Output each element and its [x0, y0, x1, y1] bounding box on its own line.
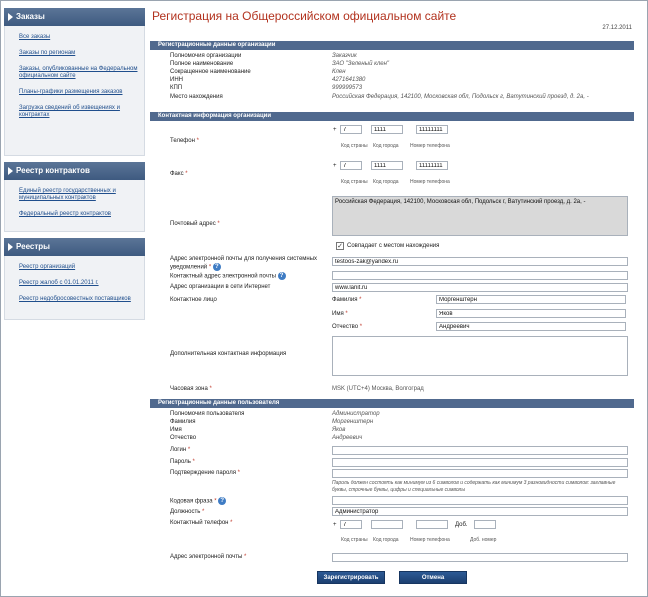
user-phone-city-input[interactable] [371, 520, 403, 529]
extra-info-textarea[interactable] [332, 336, 628, 376]
codeword-help-icon[interactable]: ? [218, 497, 226, 505]
fax-label: Факс * [170, 171, 188, 177]
user-phone-plus: + [333, 522, 337, 528]
codeword-label: Кодовая фраза * ? [170, 497, 226, 505]
phone-plus: + [333, 127, 337, 133]
user-phone-ext-input[interactable] [474, 520, 496, 529]
position-label: Должность * [170, 509, 205, 515]
login-label: Логин * [170, 447, 191, 453]
same-as-location-checkbox[interactable]: ✓ [337, 243, 343, 250]
contact-surname-label: Фамилия * [332, 297, 362, 303]
sidebar-link-all-orders[interactable]: Все заказы [19, 34, 51, 40]
sidebar-section-registries-header[interactable]: Реестры [4, 238, 145, 256]
fax-plus: + [333, 163, 337, 169]
system-email-help-icon[interactable]: ? [213, 263, 221, 271]
same-as-location-label: Совпадает с местом нахождения [347, 243, 440, 249]
org-kpp-value: 999999573 [332, 85, 363, 91]
org-kpp-label: КПП [170, 85, 183, 91]
password-rules-note: Пароль должен состоять как минимум из 6 символов и содержать как минимум 3 разновидности символов: заглавные буквы, строчные буквы, цифры и специальные символы [332, 480, 616, 493]
cancel-button[interactable]: Отмена [399, 571, 467, 584]
fax-country-caption: Код страны [341, 179, 368, 185]
phone-city-input[interactable] [371, 125, 403, 134]
user-phone-ext-caption: Доб. номер [470, 537, 497, 543]
org-inn-label: ИНН [170, 77, 183, 83]
phone-number-caption: Номер телефона [410, 143, 450, 149]
login-input[interactable] [332, 446, 628, 455]
org-location-value: Российская Федерация, 142100, Московская обл, Подольск г, Ватутинский проезд, д. 2а, - [332, 94, 589, 100]
contact-person-label: Контактное лицо [170, 297, 217, 303]
org-authority-label: Полномочия организации [170, 53, 242, 59]
sidebar-section-orders-header[interactable]: Заказы [4, 8, 145, 26]
user-phone-country-input[interactable] [340, 520, 362, 529]
page-title: Регистрация на Общероссийском официальном сайте [152, 9, 457, 23]
contact-email-help-icon[interactable]: ? [278, 272, 286, 280]
user-authority-value: Администратор [332, 411, 380, 417]
org-location-label: Место нахождения [170, 94, 223, 100]
fax-city-caption: Код города [373, 179, 399, 185]
fax-city-input[interactable] [371, 161, 403, 170]
codeword-input[interactable] [332, 496, 628, 505]
confirm-password-input[interactable] [332, 469, 628, 478]
user-phone-label: Контактный телефон * [170, 520, 233, 526]
extra-info-label: Дополнительная контактная информация [170, 351, 287, 357]
phone-city-caption: Код города [373, 143, 399, 149]
sidebar-link-federal-orders[interactable]: Заказы, опубликованные на Федеральном официальном сайте [19, 66, 138, 79]
user-phone-number-caption: Номер телефона [410, 537, 450, 543]
website-label: Адрес организации в сети Интернет [170, 284, 271, 290]
sidebar-link-org-registry[interactable]: Реестр организаций [19, 264, 76, 270]
org-short-name-label: Сокращенное наименование [170, 69, 251, 75]
org-full-name-value: ЗАО "Зеленый клен" [332, 61, 390, 67]
user-section-header: Регистрационные данные пользователя [150, 399, 634, 408]
fax-country-input[interactable] [340, 161, 362, 170]
sidebar-link-unified-contract-registry[interactable]: Единый реестр государственных и муниципальных контрактов [19, 188, 116, 201]
user-name-value: Яков [332, 427, 346, 433]
user-phone-city-caption: Код города [373, 537, 399, 543]
sidebar [4, 8, 145, 326]
user-email-label: Адрес электронной почты * [170, 554, 247, 560]
phone-number-input[interactable] [416, 125, 448, 134]
user-surname-value: Моргенштерн [332, 419, 374, 425]
position-input[interactable] [332, 507, 628, 516]
org-section-header: Регистрационные данные организации [150, 41, 634, 50]
confirm-password-label: Подтверждение пароля * [170, 470, 240, 476]
org-full-name-label: Полное наименование [170, 61, 234, 67]
contact-patronymic-input[interactable] [436, 322, 626, 331]
fax-number-caption: Номер телефона [410, 179, 450, 185]
system-email-label: Адрес электронной почты для получения системных уведомлений * ? [170, 256, 318, 271]
contact-name-label: Имя * [332, 311, 348, 317]
sidebar-link-complaints-registry[interactable]: Реестр жалоб с 01.01.2011 г. [19, 280, 99, 286]
user-authority-label: Полномочия пользователя [170, 411, 245, 417]
user-phone-number-input[interactable] [416, 520, 448, 529]
sidebar-section-registries [4, 256, 145, 320]
sidebar-section-orders [4, 26, 145, 156]
org-short-name-value: Клен [332, 69, 346, 75]
sidebar-link-plan-schedules[interactable]: Планы-графики размещения заказов [19, 89, 123, 95]
phone-country-input[interactable] [340, 125, 362, 134]
sidebar-link-federal-contract-registry[interactable]: Федеральный реестр контрактов [19, 211, 111, 217]
contact-surname-input[interactable] [436, 295, 626, 304]
user-name-label: Имя [170, 427, 182, 433]
contact-email-input[interactable] [332, 271, 628, 280]
user-surname-label: Фамилия [170, 419, 196, 425]
password-input[interactable] [332, 458, 628, 467]
postal-address-label: Почтовый адрес * [170, 221, 220, 227]
contact-section-header: Контактная информация организации [150, 112, 634, 121]
password-label: Пароль * [170, 459, 195, 465]
register-button[interactable]: Зарегистрировать [317, 571, 385, 584]
user-email-input[interactable] [332, 553, 628, 562]
contact-name-input[interactable] [436, 309, 626, 318]
user-phone-ext-label: Доб. [455, 522, 468, 528]
system-email-input[interactable] [332, 257, 628, 266]
sidebar-link-orders-by-region[interactable]: Заказы по регионам [19, 50, 76, 56]
website-input[interactable] [332, 283, 628, 292]
main-content [150, 8, 634, 34]
org-authority-value: Заказчик [332, 53, 357, 59]
user-phone-country-caption: Код страны [341, 537, 368, 543]
timezone-label: Часовая зона * [170, 386, 212, 392]
timezone-value: MSK (UTC+4) Москва, Волгоград [332, 386, 424, 392]
sidebar-section-contracts-header[interactable]: Реестр контрактов [4, 162, 145, 180]
user-patronymic-value: Андреевич [332, 435, 363, 441]
sidebar-section-contracts [4, 180, 145, 232]
contact-email-label: Контактный адрес электронной почты ? [170, 272, 286, 280]
fax-number-input[interactable] [416, 161, 448, 170]
phone-label: Телефон * [170, 138, 199, 144]
contact-patronymic-label: Отчество * [332, 324, 363, 330]
sidebar-link-unfair-suppliers-registry[interactable]: Реестр недобросовестных поставщиков [19, 296, 131, 302]
sidebar-link-upload-notices[interactable]: Загрузка сведений об извещениях и контрактах [19, 105, 120, 118]
org-inn-value: 4271641380 [332, 77, 366, 83]
phone-country-caption: Код страны [341, 143, 368, 149]
postal-address-textarea[interactable]: Российская Федерация, 142100, Московская обл, Подольск г, Ватутинский проезд, д. 2а, - [332, 196, 628, 236]
current-date: 27.12.2011 [602, 25, 632, 31]
user-patronymic-label: Отчество [170, 435, 197, 441]
